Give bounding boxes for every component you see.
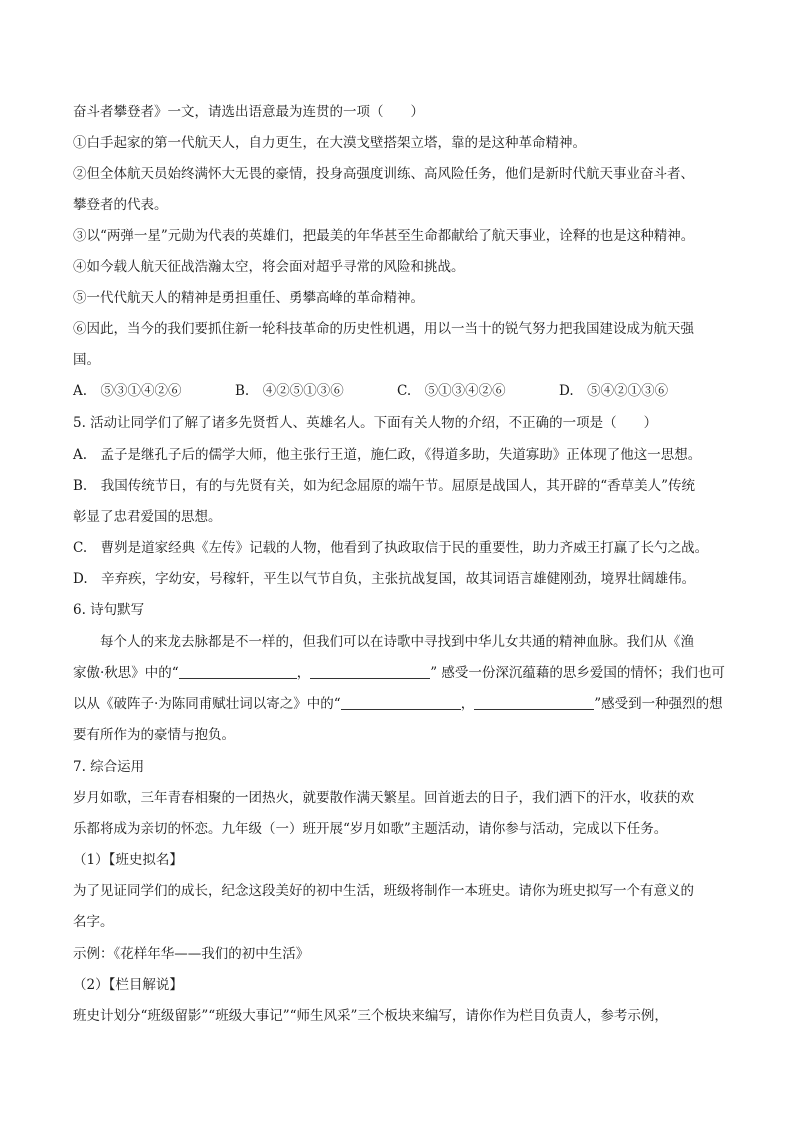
q4-sentence-5: ⑤一代代航天人的精神是勇担重任、勇攀高峰的革命精神。 [73,290,424,306]
q7-section-1-text: 为了见证同学们的成长，纪念这段美好的初中生活，班级将制作一本班史。请你为班史拟写一个有意义的 [73,883,694,899]
q7-title: 7. 综合运用 [73,759,145,775]
q6-line-4: 要有所作为的豪情与抱负。 [73,727,235,743]
q5-option-d[interactable]: D. 辛弃疾，字幼安，号稼轩，平生以气节自负，主张抗战复国，故其词语言雄健刚劲，境界壮阔雄伟。 [73,571,696,587]
q4-sentence-3: ③以“两弹一星”元勋为代表的英雄们，把最美的年华甚至生命都献给了航天事业，诠释的也是这种精神。 [73,228,695,244]
q7-section-2-title: （2）【栏目解说】 [73,977,183,993]
q6-line-2-end: ” 感受一份深沉蕴藉的思乡爱国的情怀；我们也可 [430,665,725,681]
q6-separator-1: ， [296,665,311,681]
q6-line-3 [73,694,733,714]
q5-option-a[interactable]: A. 孟子是继孔子后的儒学大师，他主张行王道，施仁政，《得道多助，失道寡助》正体现了他这一思想。 [73,447,702,463]
q6-line-3-start: 以从《破阵子·为陈同甫赋壮词以寄之》中的“ [73,696,341,712]
q6-line-2-start: 家傲·秋思》中的“ [73,665,179,681]
q7-intro-1: 岁月如歌，三年青春相聚的一团热火，就要散作满天繁星。回首逝去的日子，我们洒下的汗水，收获的欢 [73,790,694,806]
q4-sentence-6-cont: 国。 [73,352,100,368]
q6-answer-blank-4[interactable] [474,695,594,710]
q7-section-1-example: 示例：《花样年华——我们的初中生活》 [73,946,310,962]
q6-line-2 [73,663,733,683]
q6-answer-blank-2[interactable] [310,664,430,679]
q4-option-a[interactable]: A. ⑤③①④②⑥ [73,383,182,399]
q6-answer-blank-1[interactable] [179,664,297,679]
q4-sentence-4: ④如今载人航天征战浩瀚太空，将会面对超乎寻常的风险和挑战。 [73,259,465,275]
q4-sentence-2-cont: 攀登者的代表。 [73,197,168,213]
q5-option-c[interactable]: C. 曹刿是道家经典《左传》记载的人物，他看到了执政取信于民的重要性，助力齐威王打赢了长勺之战。 [73,540,709,556]
q4-sentence-2: ②但全体航天员始终满怀大无畏的豪情，投身高强度训练、高风险任务，他们是新时代航天事业奋斗者、 [73,166,694,182]
q6-separator-2: ， [460,696,475,712]
q6-answer-blank-3[interactable] [341,695,461,710]
q4-sentence-6: ⑥因此，当今的我们要抓住新一轮科技革命的历史性机遇，用以一当十的锐气努力把我国建设成为航天强 [73,321,694,337]
q4-options [73,381,733,403]
q6-title: 6. 诗句默写 [73,602,145,618]
q4-option-d[interactable]: D. ⑤④②①③⑥ [559,383,669,399]
q7-section-2-text: 班史计划分“班级留影”“班级大事记”“师生风采”三个板块来编写，请你作为栏目负责人，参考示例， [73,1008,668,1024]
q4-option-b[interactable]: B. ④②⑤①③⑥ [235,383,344,399]
q5-option-b-cont: 彰显了忠君爱国的思想。 [73,509,222,525]
q7-section-1-text-cont: 名字。 [73,914,114,930]
q4-stem-tail: 奋斗者攀登者》一文，请选出语意最为连贯的一项（ ） [73,104,424,120]
q7-intro-2: 乐都将成为亲切的怀恋。九年级（一）班开展“岁月如歌”主题活动，请你参与活动，完成以下任务。 [73,821,668,837]
q4-sentence-1: ①白手起家的第一代航天人，自力更生，在大漠戈壁搭架立塔，靠的是这种革命精神。 [73,135,586,151]
q4-option-c[interactable]: C. ⑤①③④②⑥ [397,383,506,399]
q6-line-1: 每个人的来龙去脉都是不一样的，但我们可以在诗歌中寻找到中华儿女共通的精神血脉。我们从《渔 [100,634,694,650]
q5-option-b[interactable]: B. 我国传统节日，有的与先贤有关，如为纪念屈原的端午节。屈原是战国人，其开辟的“香草美人”传统 [73,478,696,494]
q5-stem: 5. 活动让同学们了解了诸多先贤哲人、英雄名人。下面有关人物的介绍，不正确的一项是（ ） [73,415,658,431]
q7-section-1-title: （1）【班史拟名】 [73,852,183,868]
q6-line-3-end: ”感受到一种强烈的想 [594,696,723,712]
